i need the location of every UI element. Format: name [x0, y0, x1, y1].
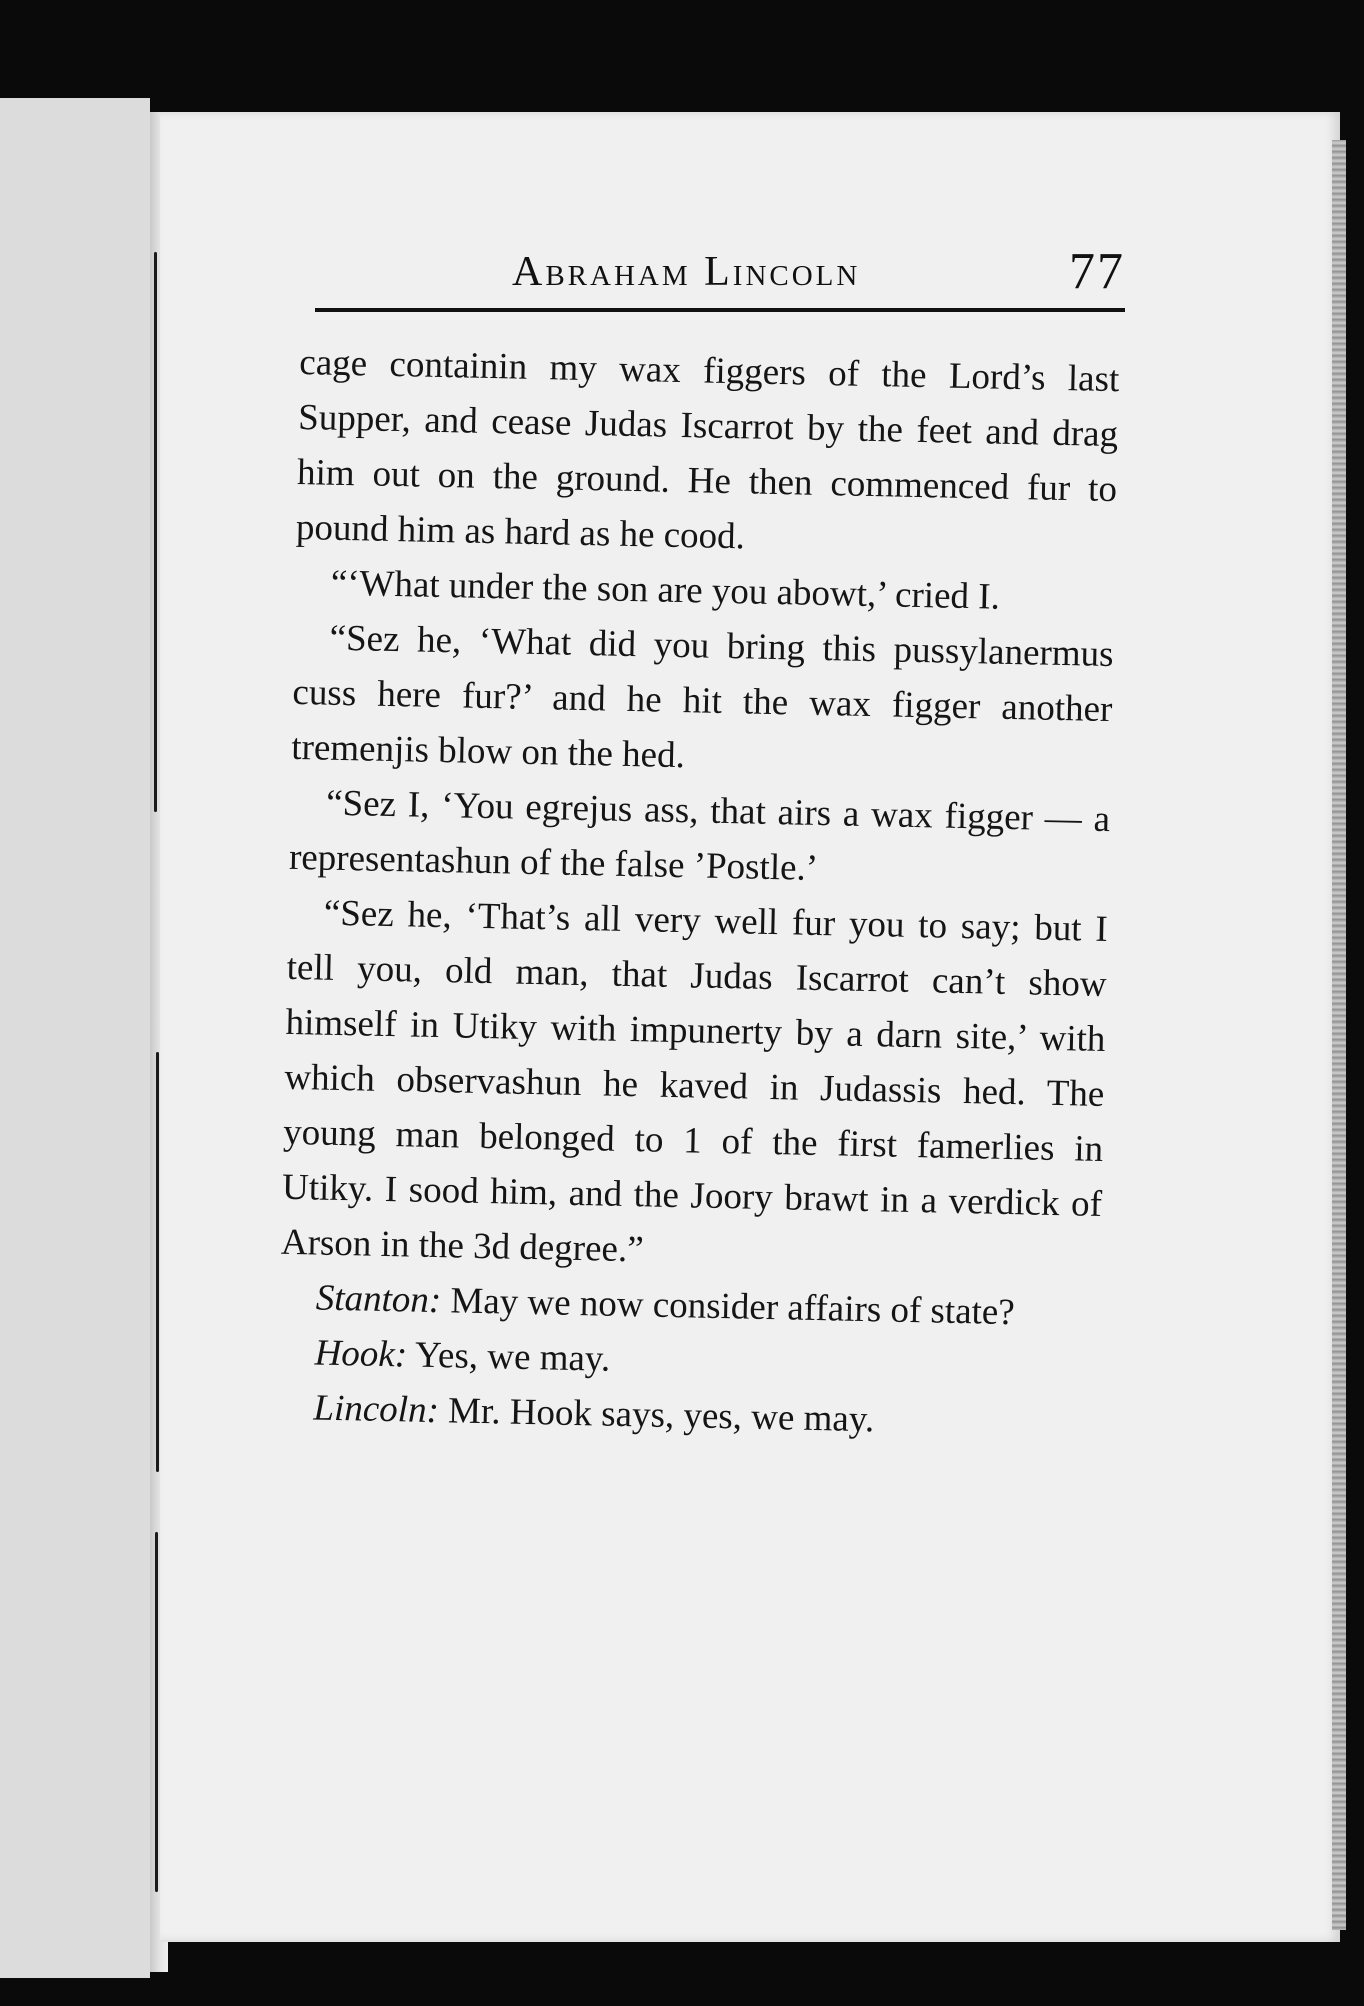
running-header: [315, 242, 1125, 320]
speech: Yes, we may.: [414, 1334, 611, 1380]
binding-thread: [156, 1052, 159, 1472]
binding-thread: [154, 252, 157, 812]
speech: May we now consider affairs of state?: [450, 1280, 1016, 1334]
speaker-name: Stanton:: [315, 1277, 442, 1322]
page-stack-edge: [1332, 140, 1346, 1930]
body-text: [277, 335, 1120, 1452]
left-page-edge: [0, 98, 150, 1978]
speaker-name: Hook:: [314, 1332, 408, 1376]
page-number: 77: [1069, 243, 1125, 300]
paragraph: “‘What under the son are you abowt,’ cried I.: [330, 562, 1001, 618]
paragraph: cage containin my wax figgers of the Lord’s last Supper, and cease Judas Iscarrot by the feet and drag him out on the ground. He then commenced fur to pound him as hard as he cood.: [295, 341, 1120, 558]
paragraph: “Sez he, ‘What did you bring this pussylanermus cuss here fur?’ and he hit the wax figger another tremenjis blow on the hed.: [290, 617, 1114, 777]
speech: Mr. Hook says, yes, we may.: [447, 1390, 875, 1441]
paragraph: “Sez I, ‘You egrejus ass, that airs a wax figger — a representashun of the false ’Postle.’: [288, 782, 1111, 889]
header-rule: [315, 308, 1125, 312]
paragraph: “Sez he, ‘That’s all very well fur you to say; but I tell you, old man, that Judas Iscarrot can’t show himself in Utiky with impunerty by a darn site,’ with which observashun he kaved in Judassis hed. The young man belonged to 1 of the first famerlies in Utiky. I sood him, and the Joory brawt in a verdick of Arson in the 3d degree.”: [280, 892, 1109, 1271]
running-title: Abraham Lincoln: [512, 249, 861, 295]
binding-thread: [155, 1532, 158, 1892]
speaker-name: Lincoln:: [313, 1387, 440, 1432]
